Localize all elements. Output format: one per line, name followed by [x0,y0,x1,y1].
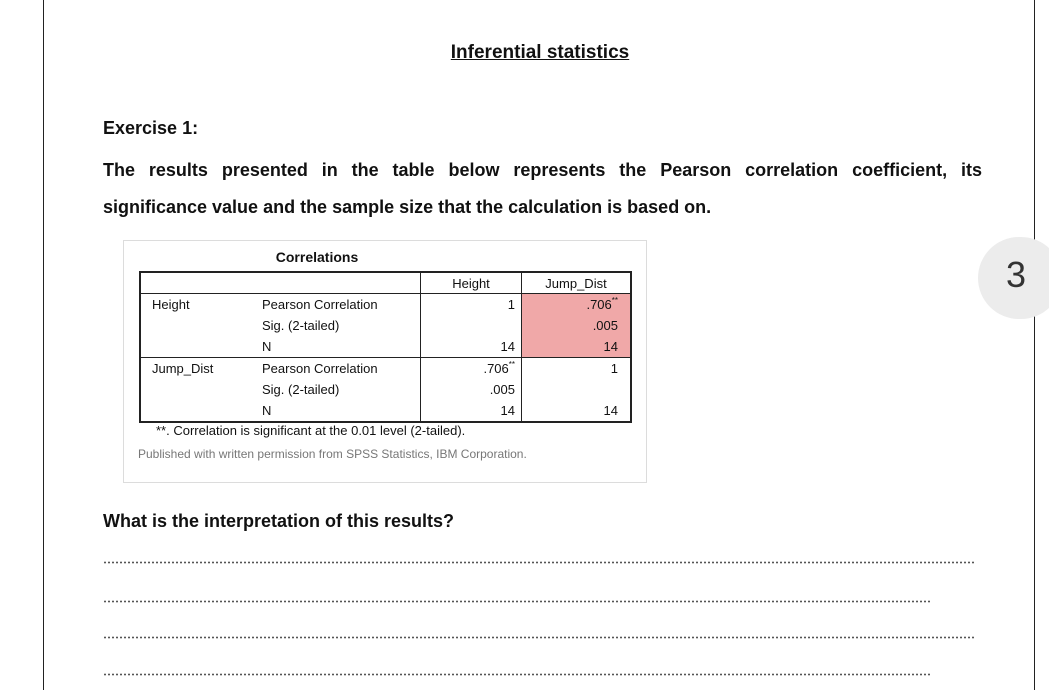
row-group-label [140,400,262,422]
cell-height [421,358,522,380]
table-row [140,379,631,400]
table-row [140,315,631,336]
row-group-label: Jump_Dist [140,358,262,380]
table-row [140,336,631,358]
question-text: What is the interpretation of this results? [103,511,455,531]
exercise-heading: Exercise 1: [103,118,199,138]
cell-height [421,315,522,336]
row-group-label: Height [140,294,262,316]
row-stat-label: N [262,400,421,422]
significance-marker: ** [508,360,515,369]
answer-line[interactable] [103,673,930,676]
column-header-height: Height [421,272,522,294]
column-header-jump-dist: Jump_Dist [522,272,632,294]
answer-line[interactable] [103,636,974,639]
cell-value: .706 [483,361,509,376]
cell-jump-dist: 14 [522,400,632,422]
cell-height: .005 [421,379,522,400]
page-number: 3 [1006,254,1027,295]
cell-jump-dist [522,294,632,316]
figure-credit: Published with written permission from SPSS Statistics, IBM Corporation. [138,447,527,461]
table-row [140,400,631,422]
row-stat-label: Pearson Correlation [262,297,378,312]
table-row [140,294,631,316]
correlations-figure [123,240,647,483]
cell-height: 14 [421,400,522,422]
significance-marker: ** [611,296,618,305]
cell-value: .706 [586,297,612,312]
row-group-label [140,379,262,400]
cell-jump-dist: .005 [522,315,632,336]
table-footnote: **. Correlation is significant at the 0.01 level (2-tailed). [156,423,466,438]
row-stat-label: Sig. (2-tailed) [262,382,340,397]
table-header-row [140,272,631,294]
exercise-description: The results presented in the table below represents the Pearson correlation coefficient, its significance value and the sample size that the calculation is based on. [103,160,982,217]
page-title: Inferential statistics [450,42,630,63]
row-stat-label: N [262,339,272,354]
cell-jump-dist: 1 [522,358,632,380]
correlations-table [139,271,632,423]
cell-jump-dist: 14 [522,336,632,358]
document-page [43,0,1035,690]
cell-height: 14 [421,336,522,358]
row-stat-label: Sig. (2-tailed) [262,318,340,333]
table-row [140,358,631,380]
header-empty-cell [140,272,262,294]
header-empty-cell [262,272,421,294]
row-stat-label: Pearson Correlation [262,358,421,380]
answer-line[interactable] [103,600,930,603]
answer-line[interactable] [103,561,974,564]
cell-jump-dist [522,379,632,400]
row-group-label [140,315,262,336]
cell-height: 1 [421,294,522,316]
table-title: Correlations [275,249,359,265]
row-group-label [140,336,262,358]
